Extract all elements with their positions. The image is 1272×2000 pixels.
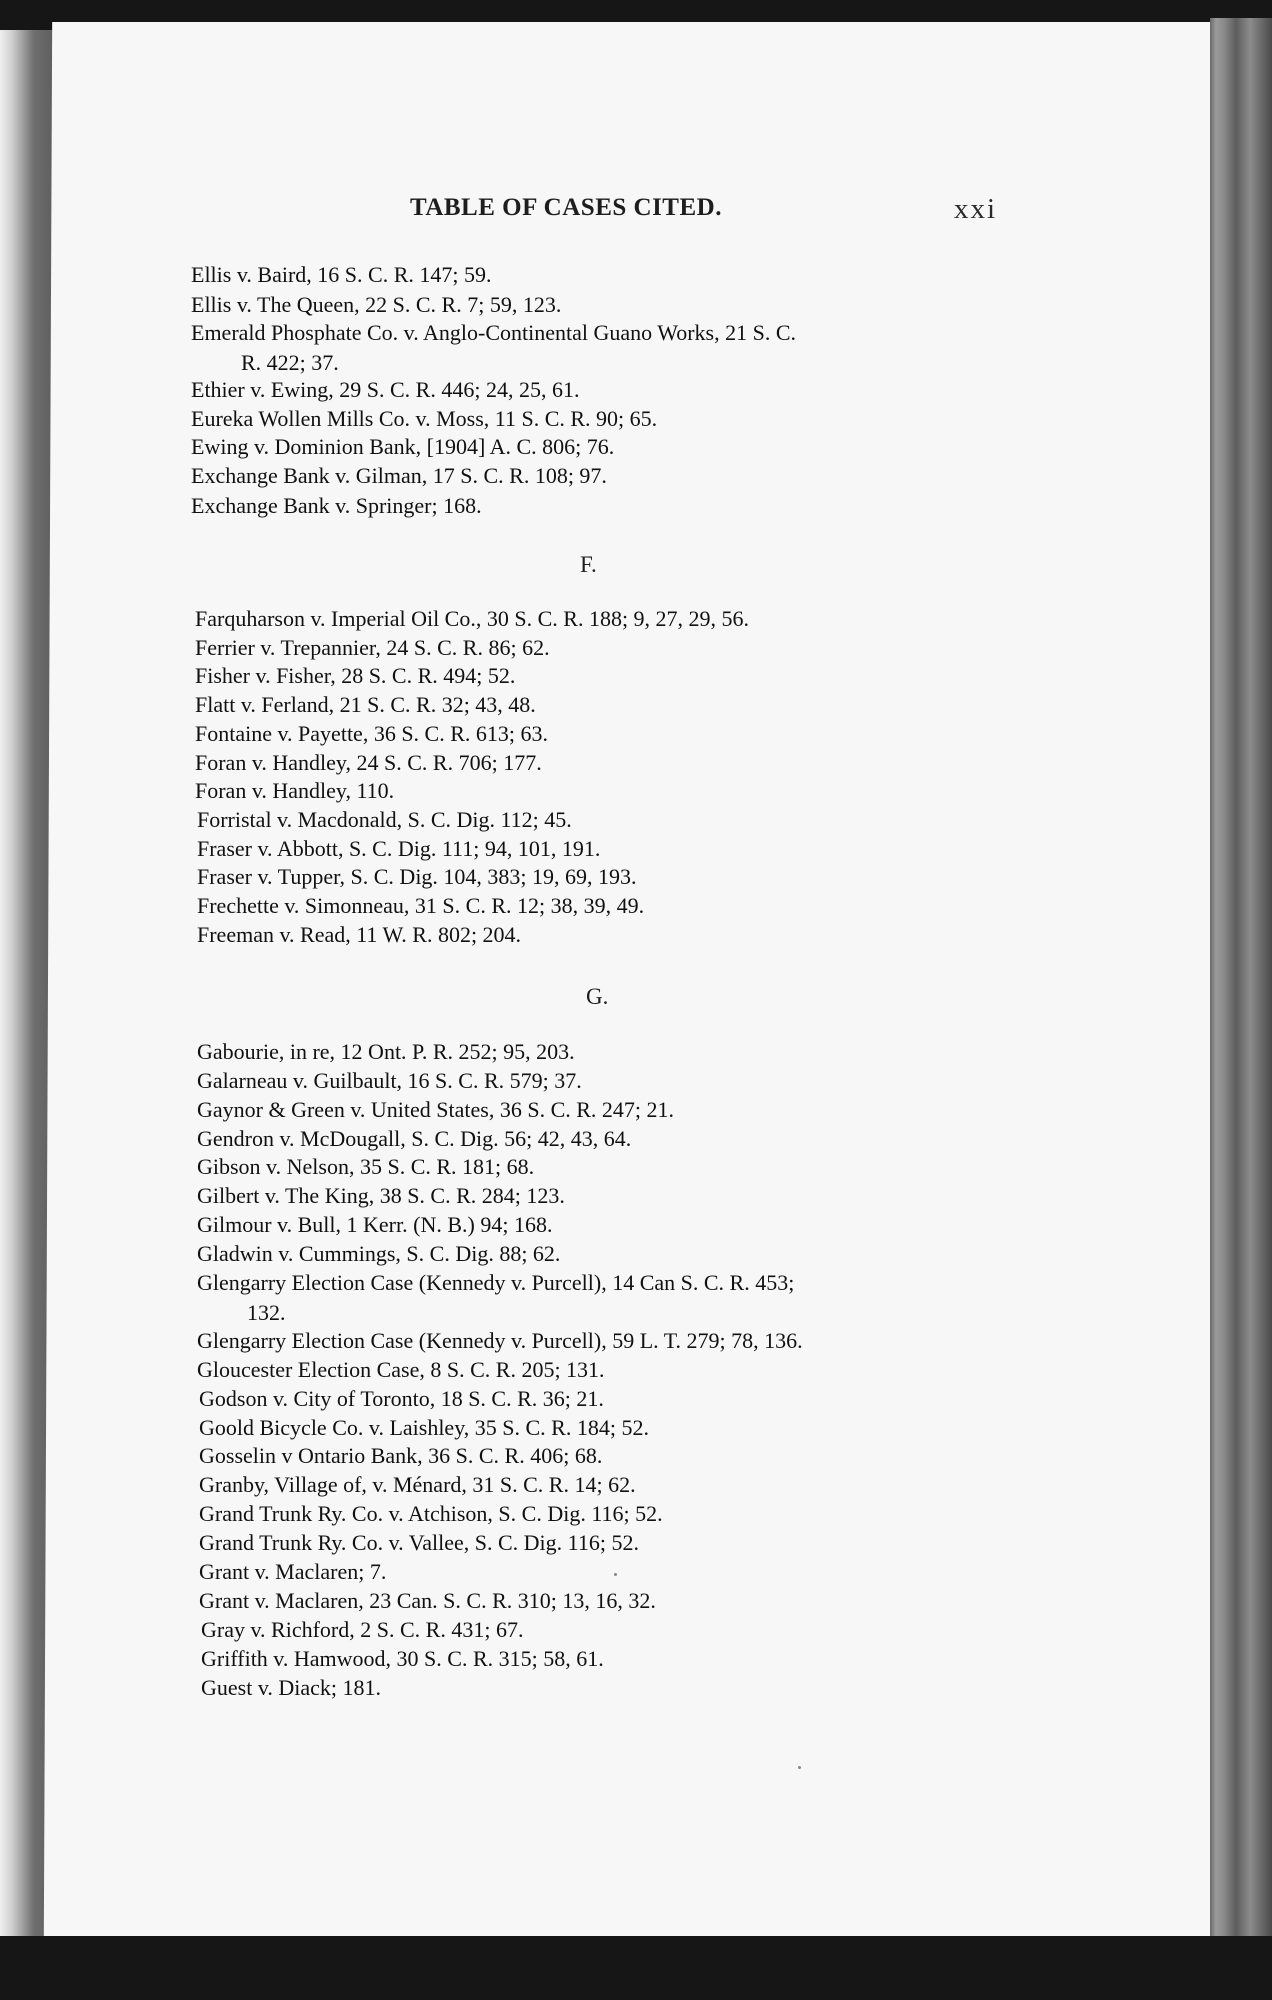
case-entry: Gabourie, in re, 12 Ont. P. R. 252; 95, 203.	[197, 1039, 575, 1064]
paper-speck	[798, 1766, 801, 1769]
case-entry: Galarneau v. Guilbault, 16 S. C. R. 579; 37.	[197, 1068, 582, 1093]
case-entry: Fraser v. Tupper, S. C. Dig. 104, 383; 19, 69, 193.	[197, 864, 637, 889]
case-entry: Guest v. Diack; 181.	[201, 1675, 382, 1700]
case-entry: Goold Bicycle Co. v. Laishley, 35 S. C. R. 184; 52.	[199, 1415, 649, 1440]
case-entry: Forristal v. Macdonald, S. C. Dig. 112; 45.	[197, 807, 572, 832]
case-entry: Gray v. Richford, 2 S. C. R. 431; 67.	[201, 1617, 524, 1642]
case-entry: Frechette v. Simonneau, 31 S. C. R. 12; 38, 39, 49.	[197, 893, 645, 918]
case-entry: Exchange Bank v. Gilman, 17 S. C. R. 108; 97.	[191, 463, 607, 488]
case-entry: Grand Trunk Ry. Co. v. Atchison, S. C. Dig. 116; 52.	[199, 1501, 663, 1526]
case-entry: Fraser v. Abbott, S. C. Dig. 111; 94, 101, 191.	[197, 836, 601, 861]
case-entry: Fontaine v. Payette, 36 S. C. R. 613; 63.	[195, 721, 549, 746]
case-entry: Gibson v. Nelson, 35 S. C. R. 181; 68.	[197, 1154, 535, 1179]
case-entry-continuation: R. 422; 37.	[241, 350, 339, 375]
case-entry-continuation: 132.	[247, 1300, 286, 1325]
case-entry: Gladwin v. Cummings, S. C. Dig. 88; 62.	[197, 1241, 561, 1266]
case-entry: Gloucester Election Case, 8 S. C. R. 205; 131.	[197, 1357, 605, 1382]
case-entry: Glengarry Election Case (Kennedy v. Purcell), 14 Can S. C. R. 453; 132.	[197, 1268, 794, 1328]
page-number: xxi	[954, 193, 998, 225]
case-entry: Gaynor & Green v. United States, 36 S. C. R. 247; 21.	[197, 1097, 675, 1122]
case-entry: Godson v. City of Toronto, 18 S. C. R. 36; 21.	[199, 1386, 604, 1411]
case-entry: Gendron v. McDougall, S. C. Dig. 56; 42, 43, 64.	[197, 1126, 632, 1151]
case-entry: Glengarry Election Case (Kennedy v. Purcell), 59 L. T. 279; 78, 136.	[197, 1328, 803, 1353]
case-entry: Grant v. Maclaren, 23 Can. S. C. R. 310; 13, 16, 32.	[199, 1588, 656, 1613]
case-entry: Griffith v. Hamwood, 30 S. C. R. 315; 58, 61.	[201, 1646, 604, 1671]
case-entry: Gilmour v. Bull, 1 Kerr. (N. B.) 94; 168.	[197, 1212, 553, 1237]
case-entry: Grand Trunk Ry. Co. v. Vallee, S. C. Dig. 116; 52.	[199, 1530, 639, 1555]
case-entry: Gosselin v Ontario Bank, 36 S. C. R. 406; 68.	[199, 1443, 603, 1468]
case-entry: Flatt v. Ferland, 21 S. C. R. 32; 43, 48.	[195, 692, 536, 717]
section-letter-g: G.	[586, 984, 609, 1009]
case-entry: Ellis v. Baird, 16 S. C. R. 147; 59.	[191, 262, 492, 287]
case-entry: Ferrier v. Trepannier, 24 S. C. R. 86; 62.	[195, 635, 550, 660]
case-entry: Grant v. Maclaren; 7.	[199, 1559, 387, 1584]
case-entry: Ethier v. Ewing, 29 S. C. R. 446; 24, 25, 61.	[191, 377, 580, 402]
case-entry: Foran v. Handley, 24 S. C. R. 706; 177.	[195, 750, 542, 775]
case-entry: Granby, Village of, v. Ménard, 31 S. C. R. 14; 62.	[199, 1472, 636, 1497]
section-letter-f: F.	[580, 552, 597, 577]
paper-speck	[614, 1573, 617, 1576]
case-entry: Freeman v. Read, 11 W. R. 802; 204.	[197, 922, 522, 947]
case-entry: Farquharson v. Imperial Oil Co., 30 S. C. R. 188; 9, 27, 29, 56.	[195, 606, 750, 631]
running-head-title: TABLE OF CASES CITED.	[410, 194, 722, 221]
case-entry: Fisher v. Fisher, 28 S. C. R. 494; 52.	[195, 663, 516, 688]
case-entry: Emerald Phosphate Co. v. Anglo-Continental Guano Works, 21 S. C. R. 422; 37.	[191, 318, 796, 378]
case-entry: Exchange Bank v. Springer; 168.	[191, 493, 482, 518]
case-entry: Ellis v. The Queen, 22 S. C. R. 7; 59, 123.	[191, 292, 562, 317]
case-entry: Gilbert v. The King, 38 S. C. R. 284; 123.	[197, 1183, 565, 1208]
case-entry: Eureka Wollen Mills Co. v. Moss, 11 S. C. R. 90; 65.	[191, 406, 658, 431]
case-entry: Foran v. Handley, 110.	[195, 778, 395, 803]
case-entry: Ewing v. Dominion Bank, [1904] A. C. 806; 76.	[191, 434, 615, 459]
